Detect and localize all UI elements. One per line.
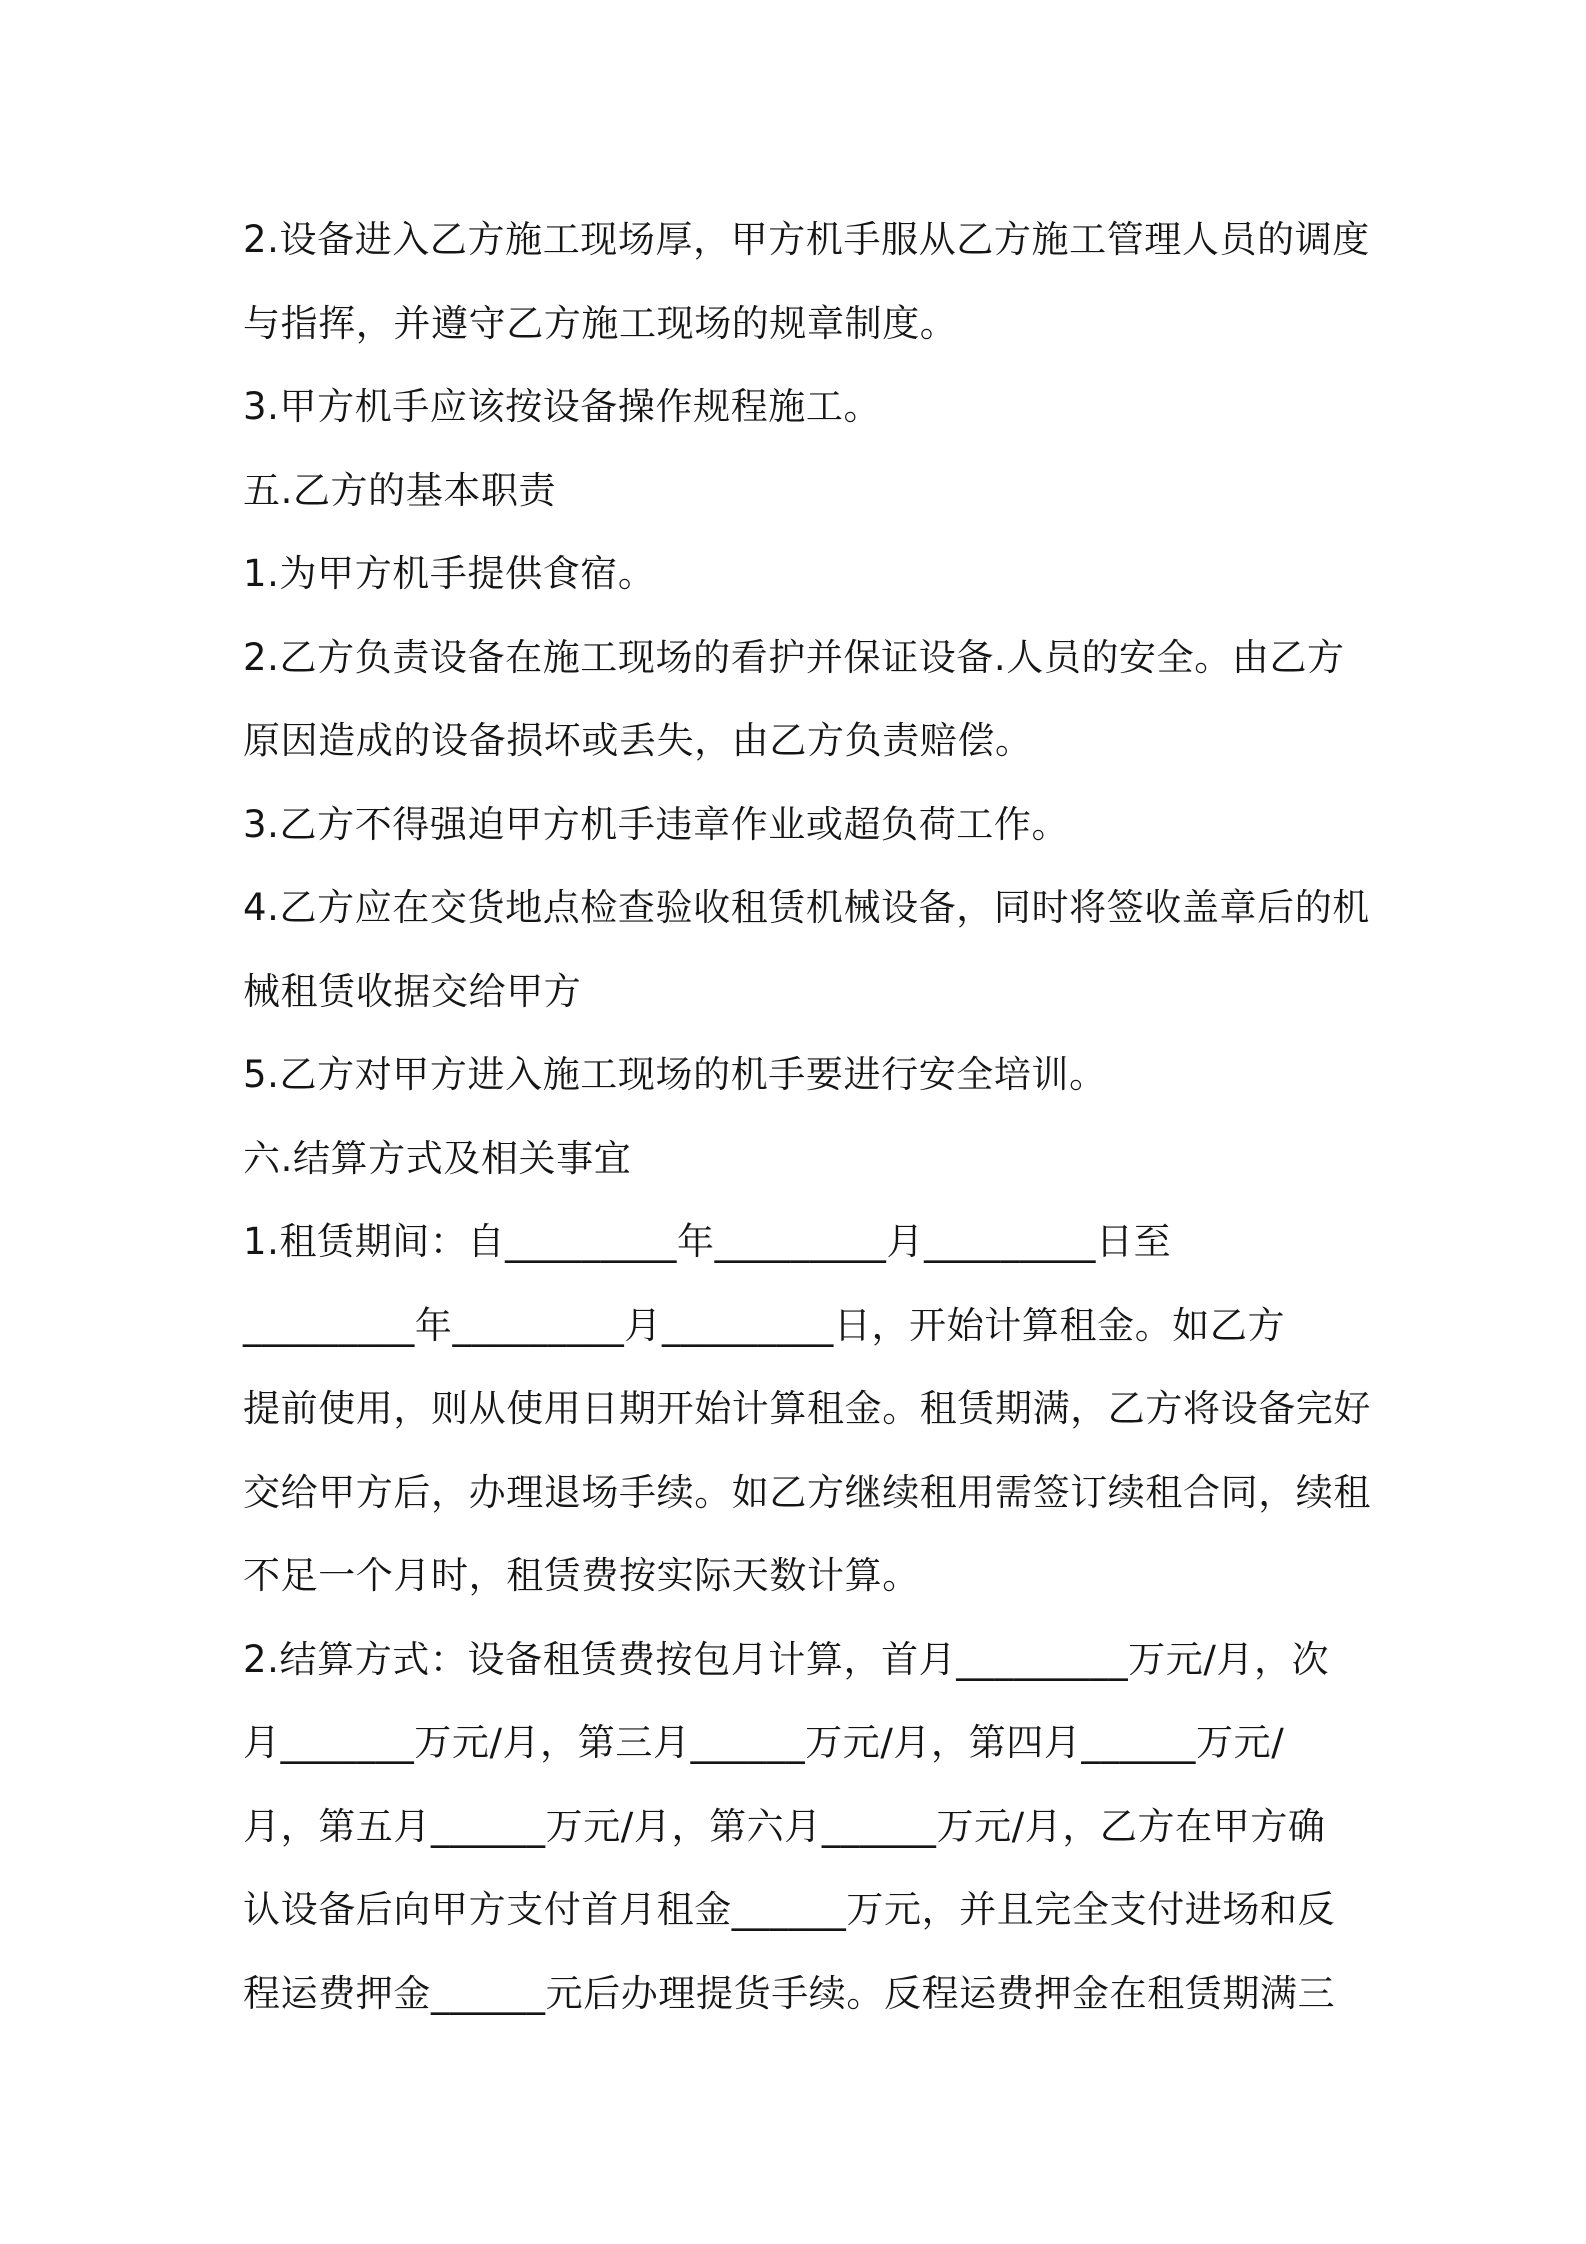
text-line: 月_______万元/月，第三月______万元/月，第四月______万元/ — [243, 1721, 1285, 1764]
text-line: 程运费押金______元后办理提货手续。反程运费押金在租赁期满三 — [243, 1971, 1336, 2015]
text-line: 2.乙方负责设备在施工现场的看护并保证设备.人员的安全。由乙方 — [243, 635, 1345, 679]
text-line: 3.乙方不得强迫甲方机手违章作业或超负荷工作。 — [243, 802, 1070, 846]
text-line: 提前使用，则从使用日期开始计算租金。租赁期满，乙方将设备完好 — [243, 1387, 1371, 1430]
text-line: 5.乙方对甲方进入施工现场的机手要进行安全培训。 — [243, 1053, 1107, 1096]
text-line: 2.结算方式：设备租赁费按包月计算，首月_________万元/月，次 — [243, 1637, 1330, 1681]
text-line: 1.为甲方机手提供食宿。 — [243, 552, 656, 595]
text-line: 4.乙方应在交货地点检查验收租赁机械设备，同时将签收盖章后的机 — [243, 886, 1370, 929]
text-line: 械租赁收据交给甲方 — [243, 969, 582, 1013]
text-line: 2.设备进入乙方施工现场厚，甲方机手服从乙方施工管理人员的调度 — [243, 218, 1370, 261]
text-line: 月，第五月______万元/月，第六月______万元/月，乙方在甲方确 — [243, 1804, 1326, 1848]
section-heading: 六.结算方式及相关事宜 — [243, 1136, 632, 1180]
text-line: 认设备后向甲方支付首月租金______万元，并且完全支付进场和反 — [243, 1888, 1336, 1931]
text-line: 原因造成的设备损坏或丢失，由乙方负责赔偿。 — [243, 719, 1033, 762]
text-line: _________年_________月_________日，开始计算租金。如乙方 — [243, 1303, 1286, 1347]
section-heading: 五.乙方的基本职责 — [243, 468, 557, 512]
document-body — [243, 198, 1371, 2035]
text-line: 与指挥，并遵守乙方施工现场的规章制度。 — [243, 301, 958, 345]
text-line: 3.甲方机手应该按设备操作规程施工。 — [243, 385, 882, 428]
text-line: 1.租赁期间：自_________年_________月_________日至 — [243, 1220, 1172, 1263]
text-line: 不足一个月时，租赁费按实际天数计算。 — [243, 1554, 920, 1597]
text-line: 交给甲方后，办理退场手续。如乙方继续租用需签订续租合同，续租 — [243, 1470, 1371, 1514]
